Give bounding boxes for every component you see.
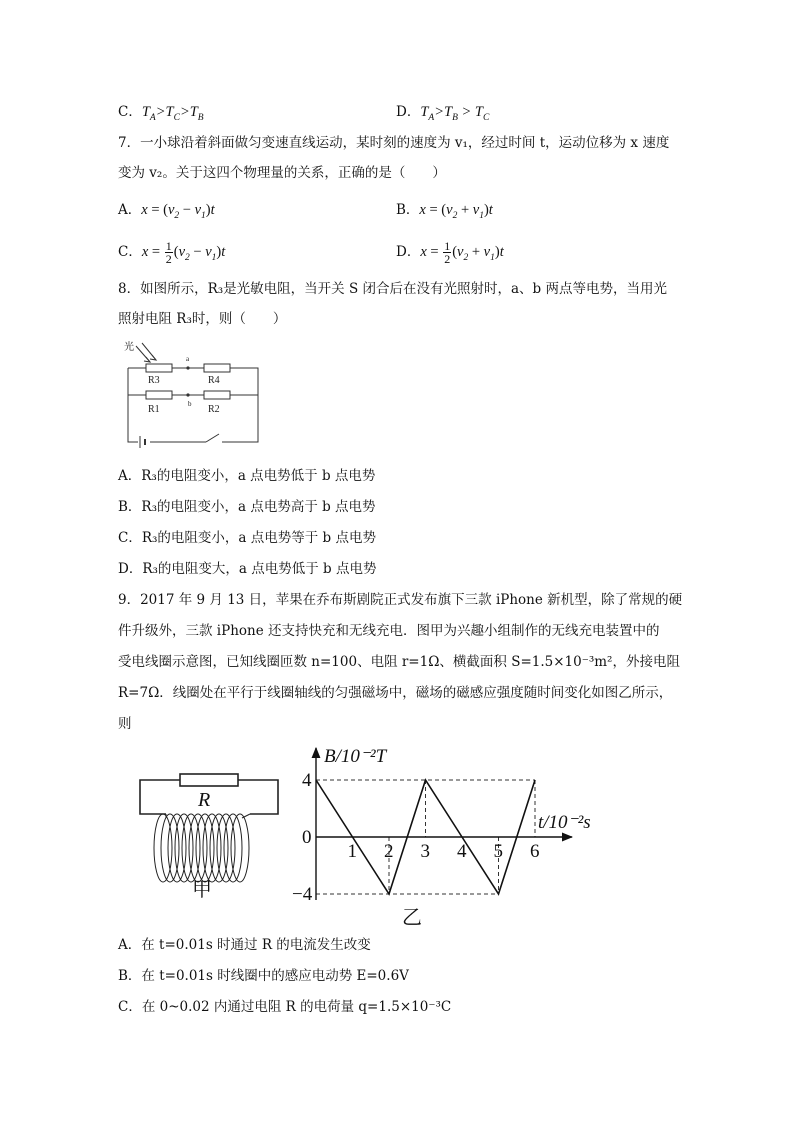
- q8-r1-label: R1: [148, 404, 160, 415]
- q8-light-label: 光: [124, 342, 134, 353]
- q7-option-b-math: $x = (v_2 + v_1)t$: [419, 202, 493, 221]
- q7-option-a[interactable]: A．$x = (v_2 - v_1)t$: [118, 202, 215, 221]
- q8-option-b[interactable]: B．R₃的电阻变小，a 点电势高于 b 点电势: [118, 499, 376, 515]
- q6-option-c-math: $T_A>T_C>T_B$: [141, 104, 204, 123]
- q8-option-a[interactable]: A．R₃的电阻变小，a 点电势低于 b 点电势: [118, 468, 376, 484]
- q7-option-a-math: $x = (v_2 - v_1)t$: [141, 202, 215, 221]
- q6-option-c[interactable]: C．$T_A>T_C>T_B$: [118, 104, 204, 123]
- q9-bt-ylabel: B/10⁻²T: [324, 746, 387, 767]
- q9-bt-xtick-4: 4: [457, 841, 467, 862]
- q9-bt-ytick-pos: 4: [302, 770, 312, 791]
- q7-stem-line-1: 7．一小球沿着斜面做匀变速直线运动，某时刻的速度为 v₁，经过时间 t，运动位移为 x 速度: [118, 135, 670, 151]
- q9-bt-xtick-6: 6: [530, 841, 540, 862]
- q9-bt-xtick-1: 1: [347, 841, 357, 862]
- q9-stem-line-5: 则: [118, 716, 132, 732]
- q8-r2-label: R2: [208, 404, 220, 415]
- q8-stem-line-1: 8．如图所示，R₃是光敏电阻，当开关 S 闭合后在没有光照射时，a、b 两点等电势，当用光: [118, 281, 667, 297]
- q8-option-c[interactable]: C．R₃的电阻变小，a 点电势等于 b 点电势: [118, 530, 376, 546]
- q9-coil-diagram: [130, 768, 290, 903]
- q9-bt-xtick-2: 2: [384, 841, 394, 862]
- q9-stem-line-1: 9．2017 年 9 月 13 日，苹果在乔布斯剧院正式发布旗下三款 iPhone 新机型，除了常规的硬: [118, 592, 683, 608]
- q9-yi-caption: 乙: [402, 907, 422, 929]
- q9-stem-line-3: 受电线圈示意图，已知线圈匝数 n=100、电阻 r=1Ω、横截面积 S=1.5×10⁻³m²，外接电阻: [118, 654, 680, 670]
- q7-option-c-math: x = $\frac{1}{2}$ $(v_2 - v_1)t$: [141, 239, 226, 267]
- q8-point-b-label: b: [188, 400, 192, 408]
- q9-bt-ytick-neg: −4: [292, 884, 313, 905]
- q9-stem-line-2: 件升级外，三款 iPhone 还支持快充和无线充电．图甲为兴趣小组制作的无线充电装置中的: [118, 623, 660, 639]
- q8-r4-label: R4: [208, 375, 220, 386]
- q9-bt-xtick-5: 5: [493, 841, 503, 862]
- q7-stem-line-2: 变为 v₂。关于这四个物理量的关系，正确的是（ ）: [118, 165, 446, 181]
- q8-option-d[interactable]: D．R₃的电阻变大，a 点电势低于 b 点电势: [118, 561, 377, 577]
- q8-stem-line-2: 照射电阻 R₃时，则（ ）: [118, 311, 287, 327]
- q8-r3-label: R3: [148, 375, 160, 386]
- q9-bt-xtick-0: 0: [302, 827, 312, 848]
- q7-option-b[interactable]: B．$x = (v_2 + v_1)t$: [396, 202, 493, 221]
- q9-option-a[interactable]: A．在 t=0.01s 时通过 R 的电流发生改变: [118, 937, 371, 953]
- q9-bt-xtick-3: 3: [420, 841, 430, 862]
- q8-point-a-label: a: [186, 355, 190, 363]
- q6-option-d-math: $T_A>T_B > T_C$: [420, 104, 490, 123]
- q7-option-c[interactable]: C．x = $\frac{1}{2}$ $(v_2 - v_1)t$: [118, 239, 226, 267]
- q9-bt-graph: [292, 740, 622, 930]
- q9-jia-caption: 甲: [192, 879, 212, 901]
- q7-option-d-math: x = $\frac{1}{2}$ $(v_2 + v_1)t$: [420, 239, 504, 267]
- q6-option-d[interactable]: D．$T_A>T_B > T_C$: [396, 104, 490, 123]
- q8-circuit-diagram: [118, 338, 268, 450]
- q9-bt-xlabel: t/10⁻²s: [538, 812, 591, 833]
- q9-option-b[interactable]: B．在 t=0.01s 时线圈中的感应电动势 E=0.6V: [118, 968, 409, 984]
- q9-resistor-label: R: [198, 789, 211, 811]
- q7-option-d[interactable]: D．x = $\frac{1}{2}$ $(v_2 + v_1)t$: [396, 239, 504, 267]
- q9-stem-line-4: R=7Ω．线圈处在平行于线圈轴线的匀强磁场中，磁场的磁感应强度随时间变化如图乙所示，: [118, 685, 673, 701]
- q9-option-c[interactable]: C．在 0~0.02 内通过电阻 R 的电荷量 q=1.5×10⁻³C: [118, 999, 452, 1015]
